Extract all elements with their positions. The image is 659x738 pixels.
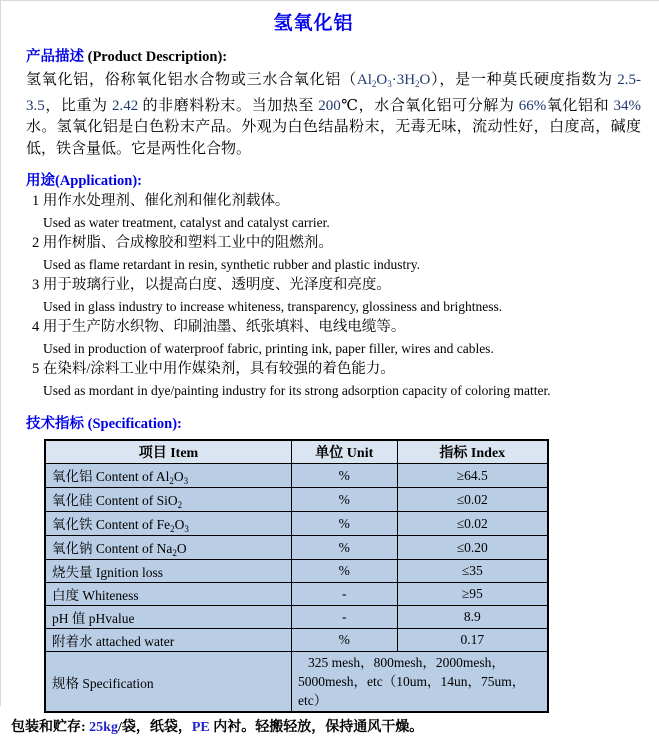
application-item-3-en: Used in glass industry to increase whiteness, transparency, glossiness and brightness.: [43, 299, 503, 314]
description-heading: [26, 47, 641, 67]
description-heading-en: (Product Description):: [84, 49, 228, 65]
application-item-2-cn: 2 用作树脂、合成橡胶和塑料工业中的阻燃剂。: [32, 235, 333, 251]
application-item-4-cn: 4 用于生产防水织物、印刷油墨、纸张填料、电线电缆等。: [32, 319, 406, 335]
application-item-4-en: Used in production of waterproof fabric, printing ink, paper filler, wires and cables.: [43, 341, 494, 356]
item-cell: 氧化铁 Content of $Fe_2O_3$: [45, 512, 291, 536]
item-cell: pH 值 pHvalue: [45, 606, 291, 629]
applications-section: [26, 171, 641, 401]
description-section: [26, 47, 641, 160]
packing-storage-note: 包装和贮存: 25kg/袋，纸袋，PE 内衬。轻搬轻放，保持通风干燥。: [11, 720, 424, 735]
table-header-row: [45, 440, 548, 464]
application-item-3-cn: 3 用于玻璃行业，以提高白度、透明度、光泽度和亮度。: [32, 277, 391, 293]
table-row-sio2: [45, 488, 548, 512]
header-cell-item: 项目 Item: [45, 440, 291, 464]
index-cell: 8.9: [397, 606, 548, 629]
table-row-na2o: [45, 536, 548, 560]
applications-heading: 用途(Application):: [26, 173, 142, 189]
application-item-2-en: Used as flame retardant in resin, synthetic rubber and plastic industry.: [43, 257, 421, 272]
item-cell: 氧化铝 Content of $Al_2O_3$: [45, 464, 291, 488]
index-cell: 0.17: [397, 629, 548, 652]
table-row-ignition-loss: [45, 560, 548, 583]
item-cell: 附着水 attached water: [45, 629, 291, 652]
item-cell: 白度 Whiteness: [45, 583, 291, 606]
unit-cell: %: [291, 464, 397, 488]
unit-cell: %: [291, 629, 397, 652]
table-row-al2o3: [45, 464, 548, 488]
description-heading-cn: 产品描述: [26, 49, 84, 65]
index-cell: ≥95: [397, 583, 548, 606]
spec-value-cell: 325 mesh，800mesh，2000mesh，5000mesh，etc（10um，14un，75um，etc）: [291, 652, 548, 713]
unit-cell: %: [291, 512, 397, 536]
unit-cell: %: [291, 536, 397, 560]
index-cell: ≤35: [397, 560, 548, 583]
table-row-specification: [45, 652, 548, 713]
table-row-ph-value: [45, 606, 548, 629]
index-cell: ≤0.02: [397, 512, 548, 536]
description-paragraph: 氢氧化铝，俗称氧化铝水合物或三水合氧化铝$(Al_2O_3\cdot 3H_2O)$，是一种莫氏硬度指数为 2.5-3.5，比重为 2.42 的非磨料粉末。当加热至 200℃，水合氧化铝可分解为 66%氧化铝和 34%水。氢氧化铝是白色粉末产品。外观为白色结晶粉末，无毒无味，流动性好，白度高，碱度低，铁含量低。它是两性化合物。: [26, 72, 641, 157]
application-item-1-en: Used as water treatment, catalyst and catalyst carrier.: [43, 215, 330, 230]
table-row-whiteness: [45, 583, 548, 606]
table-row-attached-water: [45, 629, 548, 652]
application-item-5-cn: 5 在染料/涂料工业中用作媒染剂，具有较强的着色能力。: [32, 361, 395, 377]
unit-cell: -: [291, 606, 397, 629]
item-cell: 氧化硅 Content of SiO$_2$: [45, 488, 291, 512]
index-cell: ≤0.02: [397, 488, 548, 512]
header-cell-unit: 单位 Unit: [291, 440, 397, 464]
header-cell-index: 指标 Index: [397, 440, 548, 464]
specification-section: [26, 414, 641, 713]
item-cell: 烧失量 Ignition loss: [45, 560, 291, 583]
unit-cell: -: [291, 583, 397, 606]
item-cell: 氧化钠 Content of $Na_2O$: [45, 536, 291, 560]
unit-cell: %: [291, 560, 397, 583]
application-item-1-cn: 1 用作水处理剂、催化剂和催化剂载体。: [32, 193, 290, 209]
specification-heading: 技术指标 (Specification):: [26, 416, 182, 432]
index-cell: ≥64.5: [397, 464, 548, 488]
application-item-5-en: Used as mordant in dye/painting industry for its strong adsorption capacity of coloring matter.: [43, 383, 551, 398]
index-cell: ≤0.20: [397, 536, 548, 560]
unit-cell: %: [291, 488, 397, 512]
table-row-fe2o3: [45, 512, 548, 536]
specification-table: [44, 439, 549, 713]
spec-label-cell: 规格 Specification: [45, 652, 291, 713]
page-title: 氢氧化铝: [273, 13, 354, 34]
